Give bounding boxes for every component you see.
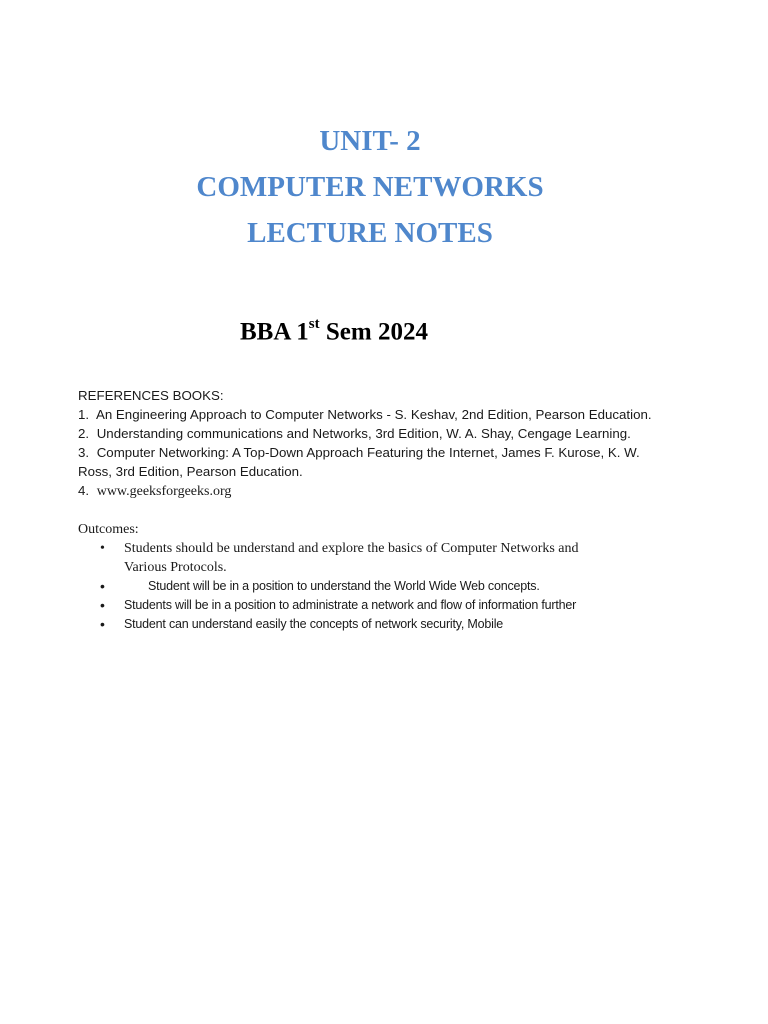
reference-continuation: Ross, 3rd Edition, Pearson Education. [78, 464, 303, 479]
reference-text: Computer Networking: A Top-Down Approach Featuring the Internet, James F. Kurose, K. W. [96, 445, 640, 460]
reference-text: Understanding communications and Networks, 3rd Edition, W. A. Shay, Cengage Learning. [96, 426, 631, 441]
reference-item [78, 405, 678, 424]
outcome-text: Students will be in a position to administrate a network and flow of information further [124, 598, 577, 612]
reference-number: 1. [78, 407, 90, 422]
references-section [78, 386, 678, 501]
outcome-text: Students should be understand and explore the basics of Computer Networks and [124, 541, 579, 556]
outcome-text: Student will be in a position to understand the World Wide Web concepts. [148, 579, 540, 593]
notes-title: LECTURE NOTES [247, 217, 493, 249]
reference-item [78, 481, 678, 501]
reference-item [78, 443, 678, 462]
reference-text: An Engineering Approach to Computer Networks - S. Keshav, 2nd Edition, Pearson Education. [95, 407, 652, 422]
bullet-icon: • [100, 578, 105, 594]
reference-number: 4. [78, 483, 90, 498]
reference-number: 3. [78, 445, 90, 460]
bullet-icon: • [100, 616, 105, 632]
outcome-item [78, 596, 678, 615]
title-block [0, 118, 740, 256]
outcome-item [78, 577, 678, 596]
outcome-item [78, 539, 678, 577]
course-superscript: st [308, 316, 320, 332]
outcome-text-continuation: Various Protocols. [124, 560, 227, 575]
bullet-icon: • [100, 541, 105, 556]
outcome-item [78, 615, 678, 634]
bullet-icon: • [100, 597, 105, 613]
reference-website: www.geeksforgeeks.org [96, 484, 232, 499]
course-suffix: Sem 2024 [319, 318, 428, 346]
references-heading: REFERENCES BOOKS: [78, 388, 224, 403]
unit-title: UNIT- 2 [319, 125, 421, 157]
reference-item [78, 424, 678, 443]
course-prefix: BBA 1 [240, 318, 309, 346]
outcomes-heading: Outcomes: [78, 522, 139, 537]
course-line [240, 318, 428, 346]
subject-title: COMPUTER NETWORKS [196, 171, 544, 203]
reference-number: 2. [78, 426, 90, 441]
outcomes-section [78, 520, 678, 634]
outcome-text: Student can understand easily the concepts of network security, Mobile [124, 617, 504, 631]
